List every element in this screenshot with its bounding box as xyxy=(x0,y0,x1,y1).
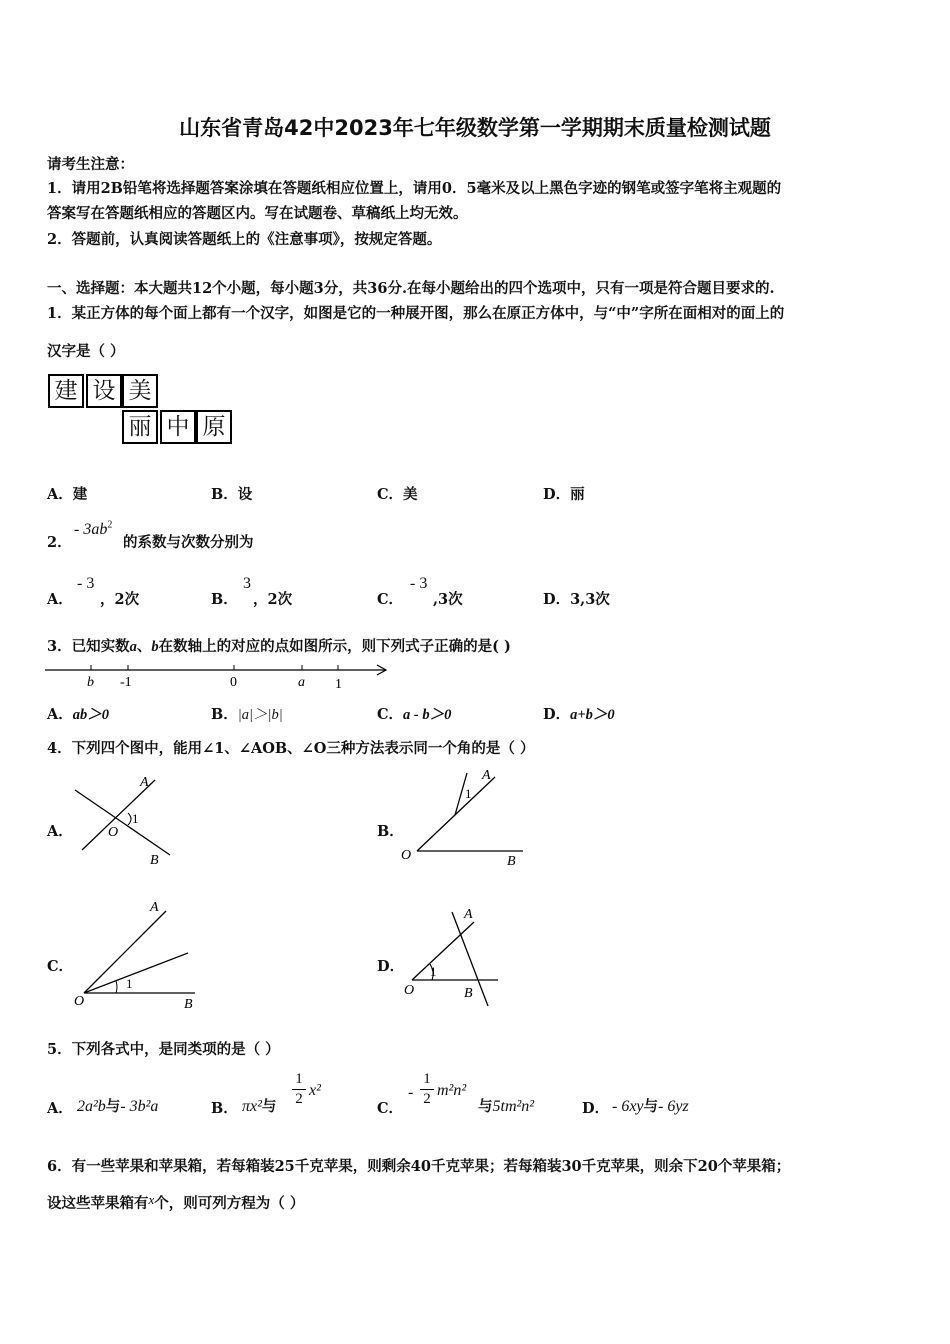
notice-line-1b: 答案写在答题纸相应的答题区内。写在试题卷、草稿纸上均无效。 xyxy=(47,205,468,222)
q5-option-b-left: πx²与 xyxy=(242,1098,277,1115)
svg-text:O: O xyxy=(108,825,119,840)
svg-text:1: 1 xyxy=(465,786,472,801)
q2-number: 2． xyxy=(47,534,72,551)
q2-option-d: D．3,3次 xyxy=(543,591,610,608)
svg-text:A: A xyxy=(140,775,149,790)
axis-label-a: a xyxy=(298,675,305,690)
q5-option-c-label: C． xyxy=(377,1100,404,1117)
svg-text:B: B xyxy=(150,853,159,868)
q6-stem: 6．有一些苹果和苹果箱，若每箱装25千克苹果，则剩余40千克苹果；若每箱装30千克苹果，则余下20个苹果箱； xyxy=(47,1158,791,1175)
notice-line-1: 1．请用2B铅笔将选择题答案涂填在答题纸相应位置上，请用0．5毫米及以上黑色字迹的钢笔或签字笔将主观题的 xyxy=(47,180,782,197)
q4-option-c-label: C． xyxy=(47,958,74,975)
section-heading: 一、选择题：本大题共12个小题，每小题3分，共36分.在每小题给出的四个选项中，只有一项是符合题目要求的. xyxy=(47,280,775,297)
notice-line-2: 2．答题前，认真阅读答题纸上的《注意事项》，按规定答题。 xyxy=(47,231,442,248)
q5-option-b-tail: x² xyxy=(309,1082,321,1099)
q3-option-c: C．a - b＞0 xyxy=(377,706,452,723)
q6-stem-cont: 设这些苹果箱有x个，则可列方程为（ ） xyxy=(47,1192,305,1212)
q4-option-b-label: B． xyxy=(377,823,404,840)
svg-text:B: B xyxy=(184,997,193,1012)
q5-option-b-label: B． xyxy=(211,1100,238,1117)
net-cell: 设 xyxy=(86,374,122,408)
q5-option-c-minus: - xyxy=(408,1084,414,1101)
q2-option-c-label: C． xyxy=(377,591,404,608)
svg-text:1: 1 xyxy=(430,964,437,979)
q5-option-b-fraction: 1 2 xyxy=(292,1071,306,1108)
q5-option-a-label: A． xyxy=(47,1100,73,1117)
net-cell: 美 xyxy=(122,374,158,408)
q1-option-b: B．设 xyxy=(211,486,253,503)
q2-expression: - $3ab^2$ xyxy=(74,519,113,538)
svg-text:O: O xyxy=(404,983,415,998)
q1-option-d: D．丽 xyxy=(543,486,585,503)
q4-figure-c xyxy=(70,895,210,1015)
q3-stem: 3．已知实数a、b在数轴上的对应的点如图所示，则下列式子正确的是( ) xyxy=(47,638,511,655)
q2-option-a-label: A． xyxy=(47,591,73,608)
q4-figure-d xyxy=(398,900,508,1015)
axis-label-neg1: -1 xyxy=(120,675,132,690)
q5-option-d: - 6xy与- 6yz xyxy=(612,1098,689,1115)
q4-stem: 4．下列四个图中，能用∠1、∠AOB、∠O三种方法表示同一个角的是（ ） xyxy=(47,740,535,757)
q2-option-a-tail: ，2次 xyxy=(100,591,140,608)
q2-stem: 的系数与次数分别为 xyxy=(123,534,254,551)
axis-label-b: b xyxy=(87,675,94,690)
q1-stem-cont: 汉字是（ ） xyxy=(47,343,125,360)
q2-option-c-value: - 3 xyxy=(410,575,428,592)
q5-option-c-fraction: 1 2 xyxy=(420,1071,434,1108)
svg-text:A: A xyxy=(482,768,491,783)
svg-text:1: 1 xyxy=(132,811,139,826)
q5-option-c-tail: m²n² xyxy=(437,1082,467,1099)
svg-text:O: O xyxy=(401,848,412,863)
svg-text:A: A xyxy=(150,900,159,915)
q2-option-b-label: B． xyxy=(211,591,238,608)
axis-label-1: 1 xyxy=(335,677,342,692)
q4-figure-a xyxy=(70,770,190,870)
q5-stem: 5．下列各式中，是同类项的是（ ） xyxy=(47,1041,280,1058)
number-line xyxy=(40,660,400,694)
net-cell: 原 xyxy=(196,410,232,444)
page-title: 山东省青岛42中2023年七年级数学第一学期期末质量检测试题 xyxy=(179,116,771,140)
axis-label-0: 0 xyxy=(230,675,237,690)
notice-heading: 请考生注意： xyxy=(47,156,134,173)
q5-option-d-label: D． xyxy=(582,1100,610,1117)
q1-stem: 1．某正方体的每个面上都有一个汉字，如图是它的一种展开图，那么在原正方体中，与“中”字所在面相对的面上的 xyxy=(47,305,785,322)
net-cell: 建 xyxy=(48,374,84,408)
q3-option-d: D．a+b＞0 xyxy=(543,706,615,723)
q2-option-b-value: 3 xyxy=(243,575,251,592)
q1-option-a: A．建 xyxy=(47,486,88,503)
svg-text:O: O xyxy=(74,994,85,1009)
q2-option-a-value: - 3 xyxy=(77,575,95,592)
svg-text:B: B xyxy=(464,986,473,1001)
q4-option-d-label: D． xyxy=(377,958,405,975)
q4-option-a-label: A． xyxy=(47,823,73,840)
q4-figure-b xyxy=(395,765,535,875)
net-cell: 中 xyxy=(160,410,196,444)
q2-option-c-tail: ,3次 xyxy=(433,591,463,608)
q2-option-b-tail: ，2次 xyxy=(253,591,293,608)
q3-option-b: B．|a|＞|b| xyxy=(211,706,283,723)
q1-option-c: C．美 xyxy=(377,486,418,503)
q3-option-a: A．ab＞0 xyxy=(47,706,110,723)
svg-text:B: B xyxy=(507,854,516,869)
q5-option-a: 2a²b与- 3b²a xyxy=(77,1098,159,1115)
q5-option-c-right: 与5tm²n² xyxy=(478,1098,535,1115)
svg-text:1: 1 xyxy=(126,976,133,991)
net-cell: 丽 xyxy=(122,410,158,444)
svg-text:A: A xyxy=(464,907,473,922)
